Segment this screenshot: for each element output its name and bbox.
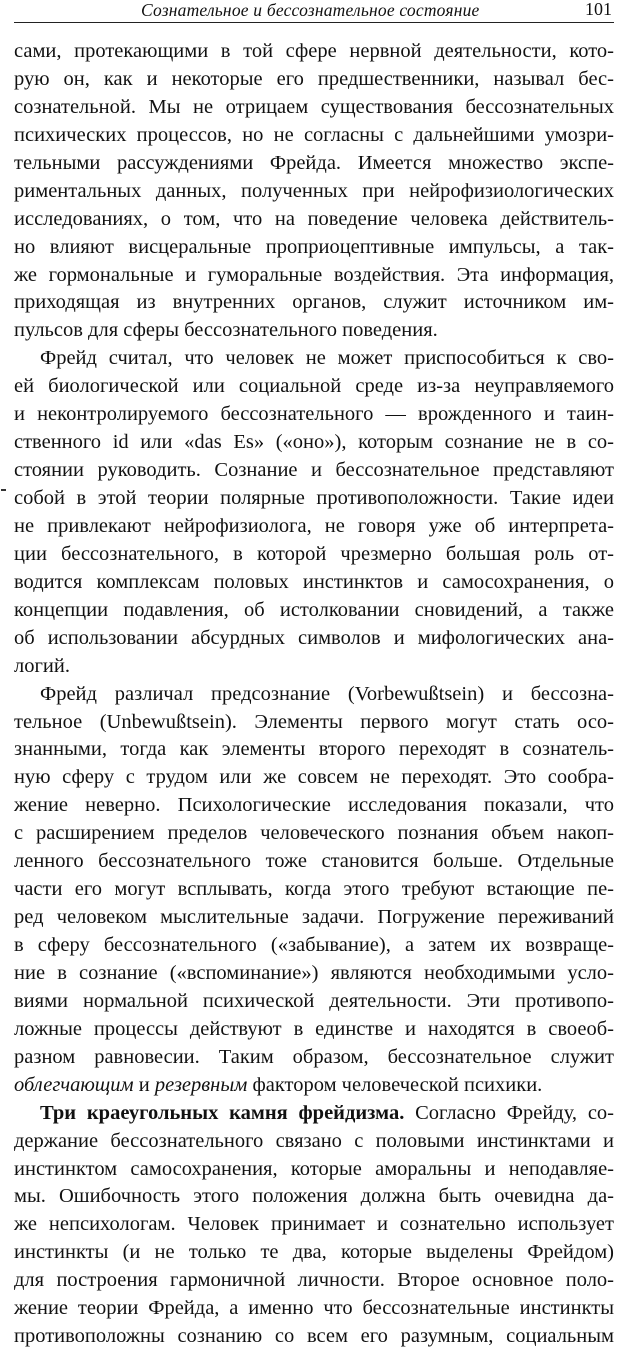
text-line: ложные процессы действуют в единстве и находятся в своеоб- [14,1017,614,1040]
text-line: ленного бессознательного тоже становится больше. Отдельные [14,850,614,873]
text-line: знанными, тогда как элементы второго переходят в сознатель- [14,738,614,761]
text-line: для построения гармоничной личности. Второе основное поло- [14,1269,614,1292]
text-line: сознательной. Мы не отрицаем существования бессознательных [14,95,614,118]
text-line: части его могут всплывать, когда этого требуют встающие пе- [14,878,614,901]
section-heading-line: Три краеугольных камня фрейдизма. Согласно Фрейду, со- [40,1101,614,1124]
paragraph-start: Фрейд различал предсознание (Vorbewußtsein) и бессозна- [40,682,614,705]
text-line: же гормональные и гуморальные воздействия. Эта информация, [14,263,614,286]
text-line: приходящая из внутренних органов, служит источником им- [14,291,614,314]
italic-term: резервным [154,1073,248,1096]
text-line: разном равновесии. Таким образом, бессознательное служит [14,1045,614,1068]
text-line: ние в сознание («вспоминание») являются необходимыми усло- [14,961,614,984]
text-line: рую он, как и некоторые его предшественники, называл бес- [14,67,614,90]
text-line: психических процессов, но не согласны с дальнейшими умозри- [14,123,614,146]
text-line-emphasis: облегчающим и резервным фактором человеческой психики. [14,1073,543,1096]
text-line: ственного id или «das Es» («оно»), которым сознание не в со- [14,431,614,454]
page-header [14,0,614,22]
text-line: в сферу бессознательного («забывание), а затем их возвраще- [14,934,614,956]
text-line: ред человеком мыслительные задачи. Погружение переживаний [14,906,614,929]
text-line: жение теории Фрейда, а именно что бессознательные инстинкты [14,1297,614,1320]
text-line: пульсов для сферы бессознательного поведения. [14,319,438,342]
italic-term: облегчающим [14,1073,134,1096]
text-line: не привлекают нейрофизиолога, не говоря уже об интерпрета- [14,514,614,537]
text-line: и неконтролируемого бессознательного — врожденного и таин- [14,403,614,426]
text-line: водится комплексам половых инстинктов и самосохранения, о [14,570,614,593]
text-line: мы. Ошибочность этого положения должна быть очевидна да- [14,1185,614,1208]
text-line: стоянии руководить. Сознание и бессознательное представляют [14,459,614,482]
text-line: виями нормальной психической деятельности. Эти противопо- [14,989,614,1012]
section-heading: Три краеугольных камня фрейдизма. [40,1101,405,1124]
text-line: инстинктом самосохранения, которые аморальны и неподавляе- [14,1157,614,1180]
paragraph-start: Фрейд считал, что человек не может приспособиться к сво- [40,347,614,370]
text-line: концепции подавления, об истолковании сновидений, а также [14,598,614,621]
text-line: об использовании абсурдных символов и мифологических ана- [14,626,614,649]
text-line: противоположны сознанию со всем его разумным, социальным [14,1325,614,1348]
margin-mark [1,489,6,491]
text-line: ную сферу с трудом или же совсем не переходят. Это сообра- [14,766,614,789]
text-line: ции бессознательного, в которой чрезмерно большая роль от- [14,542,614,565]
text-line: тельными рассуждениями Фрейда. Имеется множество экспе- [14,151,614,174]
text-line: но влияют висцеральные проприоцептивные импульсы, а так- [14,235,614,258]
text-line: исследованиях, о том, что на поведение человека действитель- [14,207,614,230]
text-line: жение неверно. Психологические исследования показали, что [14,794,614,817]
running-title: Сознательное и бессознательное состояние [141,0,480,20]
body-text [14,38,614,1351]
text-line: риментальных данных, полученных при нейрофизиологических [14,179,614,202]
text-line: с расширением пределов человеческого познания объем накоп- [14,822,614,845]
text-line: собой в этой теории полярные противоположности. Такие идеи [14,487,614,509]
text-line: сами, протекающими в той сфере нервной деятельности, кото- [14,40,614,62]
text-line: логий. [14,654,70,677]
text-line: же непсихологам. Человек принимает и сознательно использует [14,1213,614,1236]
header-rule [14,22,614,23]
text-line: ей биологической или социальной среде из-за неуправляемого [14,375,614,398]
page-number: 101 [585,0,612,19]
text-line: тельное (Unbewußtsein). Элементы первого могут стать осо- [14,710,614,733]
text-line: инстинкты (и не только те два, которые выделены Фрейдом) [14,1241,614,1264]
text-line: держание бессознательного связано с половыми инстинктами и [14,1129,614,1152]
